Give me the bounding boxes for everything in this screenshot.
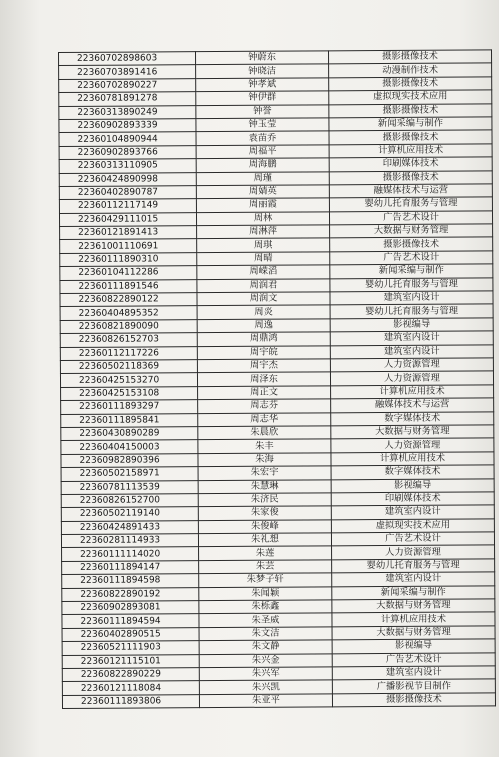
student-id-cell: 22360111890310: [60, 253, 197, 267]
student-name-cell: 袁苗乔: [196, 131, 329, 145]
major-cell: 数字媒体技术: [331, 411, 494, 425]
major-cell: 人力资源管理: [330, 358, 493, 372]
major-cell: 大数据与财务管理: [332, 626, 495, 640]
student-id-cell: 22360424890998: [59, 172, 196, 186]
student-id-cell: 22360121891413: [60, 226, 197, 240]
student-id-cell: 22360121118084: [62, 681, 199, 695]
major-cell: 摄影摄像技术: [332, 693, 495, 707]
major-cell: 计算机应用技术: [332, 612, 495, 626]
student-id-cell: 22360111894598: [62, 574, 199, 588]
student-id-cell: 22360822890122: [60, 293, 197, 307]
major-cell: 动漫制作技术: [329, 63, 492, 77]
student-name-cell: 周泽东: [197, 372, 330, 386]
major-cell: 建筑室内设计: [330, 331, 493, 345]
major-cell: 印刷媒体技术: [329, 157, 492, 171]
student-name-cell: 周鼎鸿: [197, 332, 330, 346]
student-name-cell: 周瑾: [196, 171, 329, 185]
major-cell: 婴幼儿托育服务与管理: [332, 559, 495, 573]
student-name-cell: 朱家俊: [198, 506, 331, 520]
major-cell: 建筑室内设计: [332, 666, 495, 680]
student-id-cell: 22360821890090: [60, 319, 197, 333]
student-id-cell: 22360826152700: [61, 494, 198, 508]
major-cell: 摄影摄像技术: [329, 130, 492, 144]
major-cell: 影视编导: [332, 639, 495, 653]
student-name-cell: 周林: [196, 212, 329, 226]
student-id-cell: 22360425153108: [61, 386, 198, 400]
student-id-cell: 22360502158971: [61, 467, 198, 481]
student-id-cell: 22360781891278: [59, 92, 196, 106]
student-name-cell: 周炎: [197, 305, 330, 319]
student-name-cell: 朱兴军: [199, 667, 332, 681]
student-name-cell: 周润文: [197, 292, 330, 306]
student-id-cell: 22360424891433: [61, 520, 198, 534]
student-name-cell: 朱圣威: [199, 613, 332, 627]
major-cell: 建筑室内设计: [331, 505, 494, 519]
major-cell: 计算机应用技术: [329, 144, 492, 158]
student-id-cell: 22360429111015: [59, 212, 196, 226]
student-id-cell: 22360111894594: [62, 614, 199, 628]
student-id-cell: 22360111894147: [62, 560, 199, 574]
student-name-cell: 朱梦子轩: [199, 573, 332, 587]
major-cell: 婴幼儿托育服务与管理: [330, 304, 493, 318]
student-id-cell: 22360111114020: [62, 547, 199, 561]
student-name-cell: 钟誉: [196, 104, 329, 118]
major-cell: 影视编导: [330, 318, 493, 332]
major-cell: 建筑室内设计: [330, 291, 493, 305]
student-name-cell: 朱礼想: [198, 533, 331, 547]
student-id-cell: 22360781113539: [61, 480, 198, 494]
major-cell: 影视编导: [331, 478, 494, 492]
student-name-cell: 周婧英: [196, 185, 329, 199]
student-name-cell: 朱亚平: [199, 694, 332, 708]
student-id-cell: 22360402890787: [59, 186, 196, 200]
student-id-cell: 22360402890515: [62, 627, 199, 641]
student-name-cell: 周润君: [197, 278, 330, 292]
major-cell: 虚拟现实技术应用: [329, 90, 492, 104]
student-name-cell: 周海鹏: [196, 158, 329, 172]
student-name-cell: 朱栎鑫: [199, 600, 332, 614]
student-name-cell: 朱文静: [199, 640, 332, 654]
major-cell: 数字媒体技术: [331, 465, 494, 479]
student-name-cell: 钟伊群: [196, 91, 329, 105]
major-cell: 广告艺术设计: [329, 211, 492, 225]
student-name-cell: 朱闻颖: [199, 586, 332, 600]
student-id-cell: 22360313890249: [59, 105, 196, 119]
major-cell: 摄影摄像技术: [328, 50, 491, 64]
major-cell: 印刷媒体技术: [331, 492, 494, 506]
major-cell: 人力资源管理: [331, 438, 494, 452]
major-cell: 新闻采编与制作: [332, 585, 495, 599]
student-name-cell: 朱济民: [198, 493, 331, 507]
major-cell: 人力资源管理: [330, 371, 493, 385]
student-name-cell: 周宇皖: [197, 345, 330, 359]
major-cell: 人力资源管理: [332, 545, 495, 559]
student-name-cell: 朱文洁: [199, 627, 332, 641]
student-name-cell: 周逸: [197, 319, 330, 333]
student-id-cell: 22360281114933: [61, 534, 198, 548]
student-name-cell: 周正文: [198, 386, 331, 400]
student-name-cell: 钟孝斌: [196, 78, 329, 92]
student-id-cell: 22360404895352: [60, 306, 197, 320]
student-id-cell: 22360822890192: [62, 587, 199, 601]
student-name-cell: 周志华: [198, 412, 331, 426]
student-id-cell: 22360702890227: [59, 78, 196, 92]
student-id-cell: 22360822890229: [62, 668, 199, 682]
student-id-cell: 22360902893766: [59, 145, 196, 159]
student-id-cell: 22360111895841: [61, 413, 198, 427]
major-cell: 广播影视节目制作: [332, 679, 495, 693]
student-name-cell: 周晴: [197, 252, 330, 266]
student-id-cell: 22360111893806: [62, 694, 199, 708]
student-id-cell: 22360702898603: [59, 52, 196, 66]
student-name-cell: 周宇杰: [197, 359, 330, 373]
student-id-cell: 22360111893297: [61, 400, 198, 414]
student-id-cell: 22360502119140: [61, 507, 198, 521]
student-id-cell: 22360111891546: [60, 279, 197, 293]
major-cell: 广告艺术设计: [331, 532, 494, 546]
student-id-cell: 22360112117226: [60, 346, 197, 360]
student-name-cell: 朱慧琳: [198, 479, 331, 493]
student-id-cell: 22360826152703: [60, 333, 197, 347]
student-name-cell: 朱芸: [199, 560, 332, 574]
major-cell: 大数据与财务管理: [332, 599, 495, 613]
student-name-cell: 钟蔚东: [196, 51, 329, 65]
student-id-cell: 22360121115101: [62, 654, 199, 668]
student-name-cell: 朱俊峰: [198, 520, 331, 534]
student-name-cell: 朱兴凯: [199, 680, 332, 694]
student-id-cell: 22360104112286: [60, 266, 197, 280]
major-cell: 融媒体技术与运营: [331, 398, 494, 412]
major-cell: 计算机应用技术: [331, 452, 494, 466]
major-cell: 大数据与财务管理: [330, 224, 493, 238]
student-id-cell: 22361001110691: [60, 239, 197, 253]
table-row: [62, 693, 495, 709]
major-cell: 建筑室内设计: [330, 344, 493, 358]
major-cell: 摄影摄像技术: [330, 237, 493, 251]
major-cell: 婴幼儿托育服务与管理: [330, 277, 493, 291]
student-id-cell: 22360521111903: [62, 641, 199, 655]
student-id-cell: 22360902893339: [59, 119, 196, 133]
major-cell: 摄影摄像技术: [329, 170, 492, 184]
major-cell: 新闻采编与制作: [329, 117, 492, 131]
student-name-cell: 钟玉莹: [196, 118, 329, 132]
student-name-cell: 周丽霞: [196, 198, 329, 212]
student-id-cell: 22360104890944: [59, 132, 196, 146]
student-name-cell: 朱海: [198, 453, 331, 467]
student-id-cell: 22360982890396: [61, 453, 198, 467]
major-cell: 广告艺术设计: [332, 652, 495, 666]
student-id-cell: 22360404150003: [61, 440, 198, 454]
major-cell: 摄影摄像技术: [329, 103, 492, 117]
student-name-cell: 朱兴金: [199, 653, 332, 667]
student-name-cell: 周志芬: [198, 399, 331, 413]
major-cell: 摄影摄像技术: [329, 77, 492, 91]
student-table-body: [59, 50, 496, 709]
student-name-cell: 朱莲: [199, 546, 332, 560]
student-name-cell: 周嵘滔: [197, 265, 330, 279]
student-id-cell: 22360502118369: [60, 360, 197, 374]
major-cell: 大数据与财务管理: [331, 425, 494, 439]
student-id-cell: 22360112117149: [59, 199, 196, 213]
major-cell: 建筑室内设计: [332, 572, 495, 586]
student-name-cell: 周福平: [196, 145, 329, 159]
student-name-cell: 周琪: [197, 238, 330, 252]
major-cell: 融媒体技术与运营: [329, 184, 492, 198]
student-name-cell: 钟晓洁: [196, 64, 329, 78]
student-name-cell: 周淋萍: [197, 225, 330, 239]
major-cell: 婴幼儿托育服务与管理: [329, 197, 492, 211]
major-cell: 广告艺术设计: [330, 251, 493, 265]
student-table: [58, 49, 496, 709]
major-cell: 新闻采编与制作: [330, 264, 493, 278]
major-cell: 虚拟现实技术应用: [331, 519, 494, 533]
student-id-cell: 22360902893081: [62, 601, 199, 615]
student-name-cell: 朱晨欣: [198, 426, 331, 440]
student-id-cell: 22360430890289: [61, 427, 198, 441]
student-name-cell: 朱丰: [198, 439, 331, 453]
student-id-cell: 22360425153270: [60, 373, 197, 387]
student-name-cell: 朱宏宇: [198, 466, 331, 480]
student-id-cell: 22360313110905: [59, 159, 196, 173]
student-id-cell: 22360703891416: [59, 65, 196, 79]
major-cell: 计算机应用技术: [331, 385, 494, 399]
